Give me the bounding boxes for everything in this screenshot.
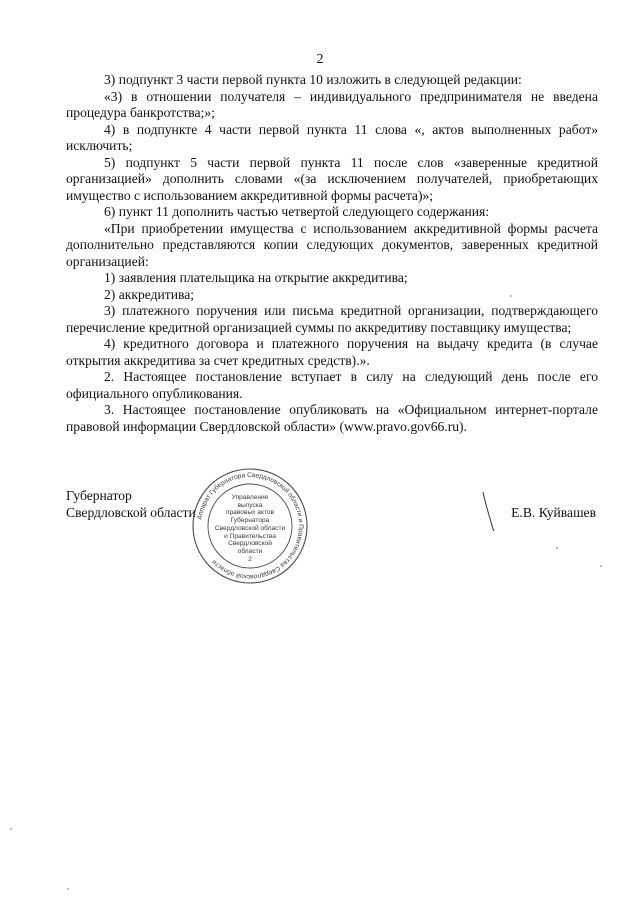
paragraph: 1) заявления плательщика на открытие аккредитива;	[104, 270, 408, 285]
signatory-position	[66, 488, 196, 521]
paragraph: 4) в подпункте 4 части первой пункта 11 слова «, актов выполненных работ» исключить;	[66, 121, 598, 153]
stamp-line: области	[237, 547, 263, 555]
stamp-inner-text	[214, 494, 286, 563]
stamp-line: выпуска	[237, 501, 263, 509]
paragraph: 2) аккредитива;	[104, 286, 195, 302]
scan-speck	[510, 295, 512, 297]
stamp-line: Управление	[231, 494, 269, 501]
handwritten-signature	[480, 490, 500, 532]
stamp-line: правовых актов	[225, 509, 275, 517]
signatory-name: Е.В. Куйвашев	[511, 505, 596, 520]
scan-speck	[600, 565, 602, 567]
page-number: 2	[316, 52, 324, 67]
scan-speck	[67, 888, 69, 890]
paragraph: 2. Настоящее постановление вступает в силу на следующий день после его официального опубликования.	[66, 369, 598, 401]
stamp-line: Свердловской	[228, 540, 272, 548]
paragraph: 5) подпункт 5 части первой пункта 11 после слов «заверенные кредитной организацией» дополнить словами «(за исключением получателей, приобретающих имущество с использованием аккредитивной формы расчета)»;	[66, 154, 598, 203]
paragraph: 3) платежного поручения или письма кредитной организации, подтверждающего перечисление кредитной организацией суммы по аккредитиву поставщику имущества;	[66, 303, 598, 335]
paragraph: 4) кредитного договора и платежного поручения на выдачу кредита (в случае открытия аккредитива за счет кредитных средств).».	[66, 336, 598, 368]
scan-speck	[556, 547, 558, 549]
stamp-ring-text: Аппарат Губернатора Свердловской области и Правительства Свердловской области	[196, 471, 305, 581]
signatory-title: Губернатор	[66, 488, 132, 503]
stamp-line: Свердловской области	[214, 524, 286, 532]
stamp-line: 2	[248, 555, 252, 563]
paragraph: 3. Настоящее постановление опубликовать на «Официальном интернет-портале правовой информации Свердловской области» (www.pravo.gov66.ru).	[66, 402, 598, 434]
paragraph: 6) пункт 11 дополнить частью четвертой следующего содержания:	[104, 204, 490, 219]
paragraph: «При приобретении имущества с использованием аккредитивной формы расчета дополнительно представляются копии следующих документов, заверенных кредитной организацией:	[66, 220, 598, 269]
official-stamp	[190, 466, 310, 591]
stamp-line: и Правительства	[224, 532, 276, 540]
signatory-region: Свердловской области	[66, 504, 196, 520]
stamp-line: Губернатора	[230, 517, 270, 525]
paragraph: «3) в отношении получателя – индивидуального предпринимателя не введена процедура банкротства;»;	[66, 88, 598, 120]
scan-speck	[10, 828, 12, 830]
document-body	[66, 72, 598, 435]
paragraph: 3) подпункт 3 части первой пункта 10 изложить в следующей редакции:	[104, 72, 522, 87]
